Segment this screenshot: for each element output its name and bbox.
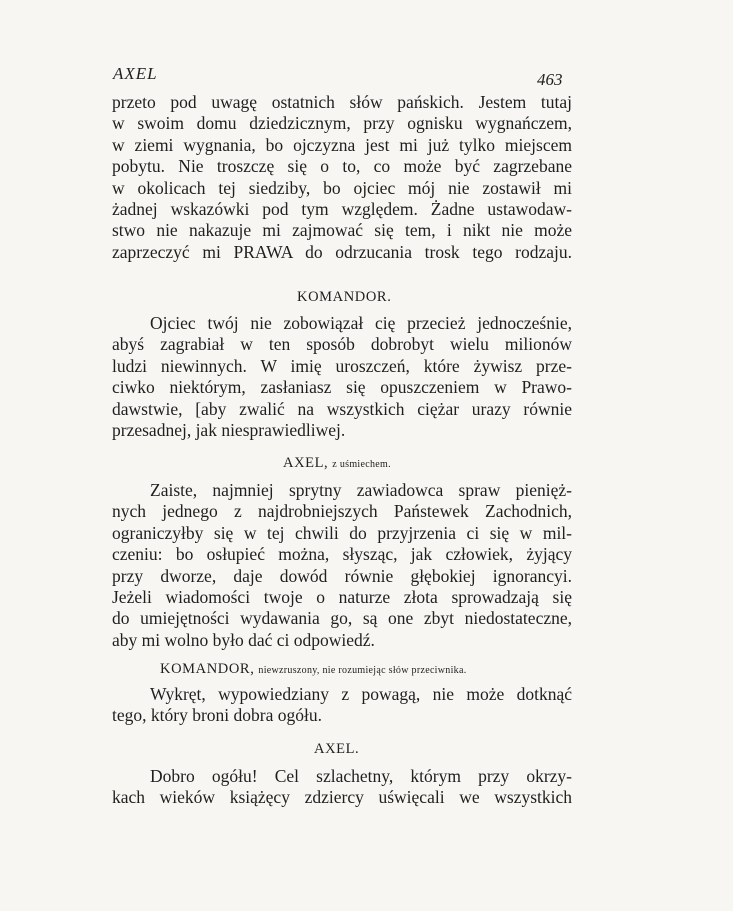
passage-2 [112, 313, 572, 441]
passage-4 [112, 684, 572, 727]
text-line: przesadnej, jak niesprawiedliwej. [112, 420, 346, 441]
text-line: Dobro ogółu! Cel szlachetny, którym przy okrzy- [150, 766, 572, 786]
text-line: zaprzeczyć mi PRAWA do odrzucania trosk tego rodzaju. [112, 241, 572, 262]
text-line: do umiejętności wydawania go, są one zbyt niedostateczne, [112, 608, 572, 629]
text-line: przy dworze, daje dowód równie głębokiej ignorancyi. [112, 565, 572, 586]
speaker-axel-1 [283, 455, 391, 472]
text-line: abyś zagrabiał w ten sposób dobrobyt wielu milionów [112, 334, 572, 355]
speaker-name: AXEL. [314, 741, 360, 757]
speaker-komandor-1 [297, 289, 391, 306]
passage-3 [112, 480, 572, 651]
text-line: ludzi niewinnych. W imię uroszczeń, które żywisz prze- [112, 355, 572, 376]
speaker-axel-2 [314, 741, 359, 758]
speaker-name: KOMANDOR, [160, 661, 255, 677]
text-line: tego, który broni dobra ogółu. [112, 705, 322, 726]
text-line: Wykręt, wypowiedziany z powagą, nie może dotknąć [150, 684, 572, 704]
stage-direction: z uśmiechem. [332, 459, 391, 470]
page-number: 463 [537, 70, 563, 89]
text-line: Ojciec twój nie zobowiązał cię przecież jednocześnie, [150, 313, 572, 333]
text-line: w swoim domu dziedzicznym, przy ognisku wygnańczem, [112, 113, 572, 134]
text-line: ograniczyłby się w tej chwili do przyjrzenia ci się w mil- [112, 522, 572, 543]
speaker-name: AXEL, [283, 455, 329, 471]
text-line: czeniu: bo osłupieć można, słysząc, jak człowiek, żyjący [112, 544, 572, 565]
text-line: Jeżeli wiadomości twoje o naturze złota sprowadzają się [112, 587, 572, 608]
text-line: stwo nie nakazuje mi zajmować się tem, i nikt nie może [112, 220, 572, 241]
text-line: Zaiste, najmniej sprytny zawiadowca spraw pienięż- [150, 480, 572, 500]
text-line: aby mi wolno było dać ci odpowiedź. [112, 629, 375, 650]
speaker-komandor-2 [160, 661, 467, 678]
passage-1 [112, 92, 572, 263]
running-head: AXEL [113, 64, 158, 83]
passage-5 [112, 766, 572, 809]
text-line: nych jednego z najdrobniejszych Państewek Zachodnich, [112, 501, 572, 522]
text-line: w okolicach tej siedziby, bo ojciec mój nie zostawił mi [112, 177, 572, 198]
text-line: dawstwie, [aby zwalić na wszystkich ciężar urazy równie [112, 398, 572, 419]
text-line: w ziemi wygnania, bo ojczyzna jest mi już tylko miejscem [112, 134, 572, 155]
text-line: kach wieków książęcy zdziercy uświęcali we wszystkich [112, 787, 572, 808]
text-line: pobytu. Nie troszczę się o to, co może być zagrzebane [112, 156, 572, 177]
text-line: ciwko niektórym, zasłaniasz się opuszczeniem w Prawo- [112, 377, 572, 398]
text-line: żadnej wskazówki pod tym względem. Żadne ustawodaw- [112, 199, 572, 220]
text-line: przeto pod uwagę ostatnich słów pańskich. Jestem tutaj [112, 92, 572, 112]
speaker-name: KOMANDOR. [297, 289, 392, 305]
stage-direction: niewzruszony, nie rozumiejąc słów przeciwnika. [258, 665, 467, 676]
